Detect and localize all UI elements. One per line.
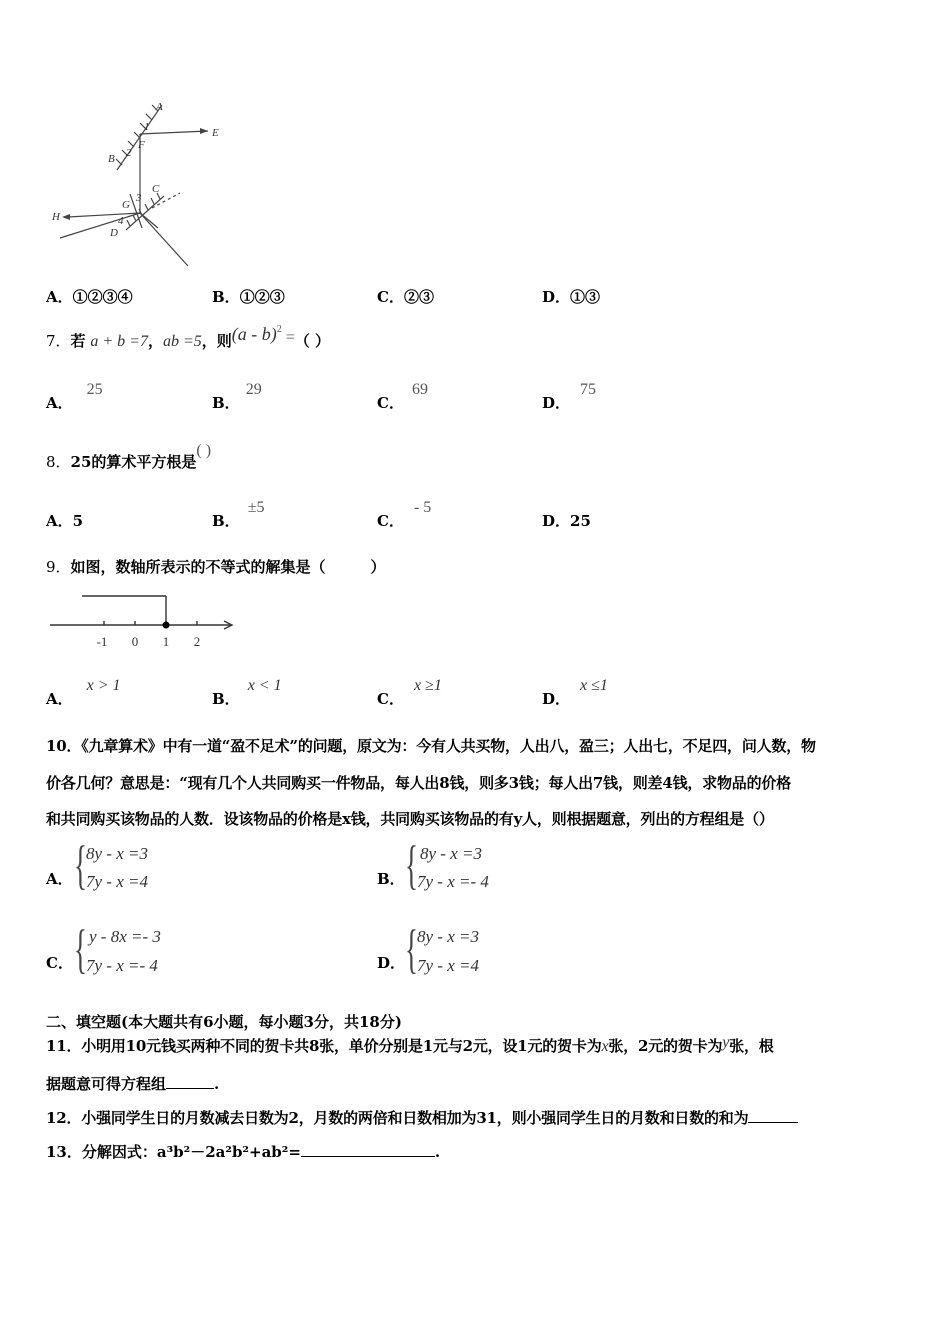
label-A: A <box>156 101 163 113</box>
q7-option-b: B．29 <box>212 381 262 412</box>
label-G: G <box>122 199 130 211</box>
q7-option-d: D．75 <box>542 381 597 412</box>
label-F: F <box>138 139 145 151</box>
q13-text: 13．分解因式：a³b²－2a²b²+ab²= . <box>46 1143 441 1161</box>
q12-text: 12．小强同学生日的月数减去日数为2，月数的两倍和日数相加为31，则小强同学生日的月数和日数的和为 <box>46 1107 798 1128</box>
answer-blank[interactable] <box>748 1108 798 1123</box>
label-3: 3 <box>136 192 142 204</box>
q7-stem: 7．若 a + b =7，ab =5，则(a - b)$^2$ =（ ） <box>46 324 331 350</box>
label-H: H <box>52 211 60 223</box>
label-4: 4 <box>118 215 124 227</box>
tick-label: -1 <box>96 634 108 649</box>
section-2-title: 二、填空题(本大题共有6小题，每小题3分，共18分) <box>46 1013 402 1031</box>
label-E: E <box>212 127 219 139</box>
q9-option-a: A．x > 1 <box>46 677 121 708</box>
answer-blank[interactable] <box>301 1142 435 1157</box>
q9-option-c: C．x ≥1 <box>377 677 442 708</box>
q6-option-b: B．①②③ <box>212 288 285 306</box>
q8-option-a: A．5 <box>46 512 84 530</box>
q8-option-d: D．25 <box>542 512 591 530</box>
q10-line2: 价各几何？意思是：“现有几个人共同购买一件物品，每人出8钱，则多3钱；每人出7钱，则差4钱，求物品的价格 <box>46 774 791 792</box>
q11-line1: 11．小明用10元钱买两种不同的贺卡共8张，单价分别是1元与2元，设1元的贺卡为x张，2元的贺卡为y张，根 <box>46 1034 774 1055</box>
q9-stem: 9．如图，数轴所表示的不等式的解集是（ ） <box>46 558 386 576</box>
tick-label: 1 <box>162 634 170 649</box>
q7-option-c: C．69 <box>377 381 428 412</box>
tick-label: 0 <box>131 634 139 649</box>
label-1: 1 <box>144 121 150 133</box>
q9-option-b: B．x < 1 <box>212 677 282 708</box>
q8-option-b: B．±5 <box>212 499 265 530</box>
q6-option-a: A．①②③④ <box>46 288 133 306</box>
reflection-figure <box>40 98 240 273</box>
q6-option-d: D．①③ <box>542 288 601 306</box>
label-B: B <box>108 153 115 165</box>
number-line-figure <box>46 590 246 652</box>
q6-option-c: C．②③ <box>377 288 434 306</box>
tick-label: 2 <box>193 634 201 649</box>
q10-line1: 10．《九章算术》中有一道“盈不足术”的问题，原文为：今有人共买物，人出八，盈三；人出七，不足四，问人数，物 <box>46 737 816 755</box>
answer-blank[interactable] <box>166 1074 214 1089</box>
label-2: 2 <box>126 147 132 159</box>
label-D: D <box>110 227 118 239</box>
q8-stem: 8．25的算术平方根是( ) <box>46 442 212 471</box>
label-C: C <box>152 183 160 195</box>
q7-option-a: A．25 <box>46 381 103 412</box>
q8-option-c: C．- 5 <box>377 499 432 530</box>
q9-option-d: D．x ≤1 <box>542 677 608 708</box>
q11-line2: 据题意可得方程组 . <box>46 1075 220 1093</box>
solid-point <box>163 622 170 629</box>
q10-line3: 和共同购买该物品的人数．设该物品的价格是x钱，共同购买该物品的有y人，则根据题意，列出的方程组是（） <box>46 810 774 828</box>
